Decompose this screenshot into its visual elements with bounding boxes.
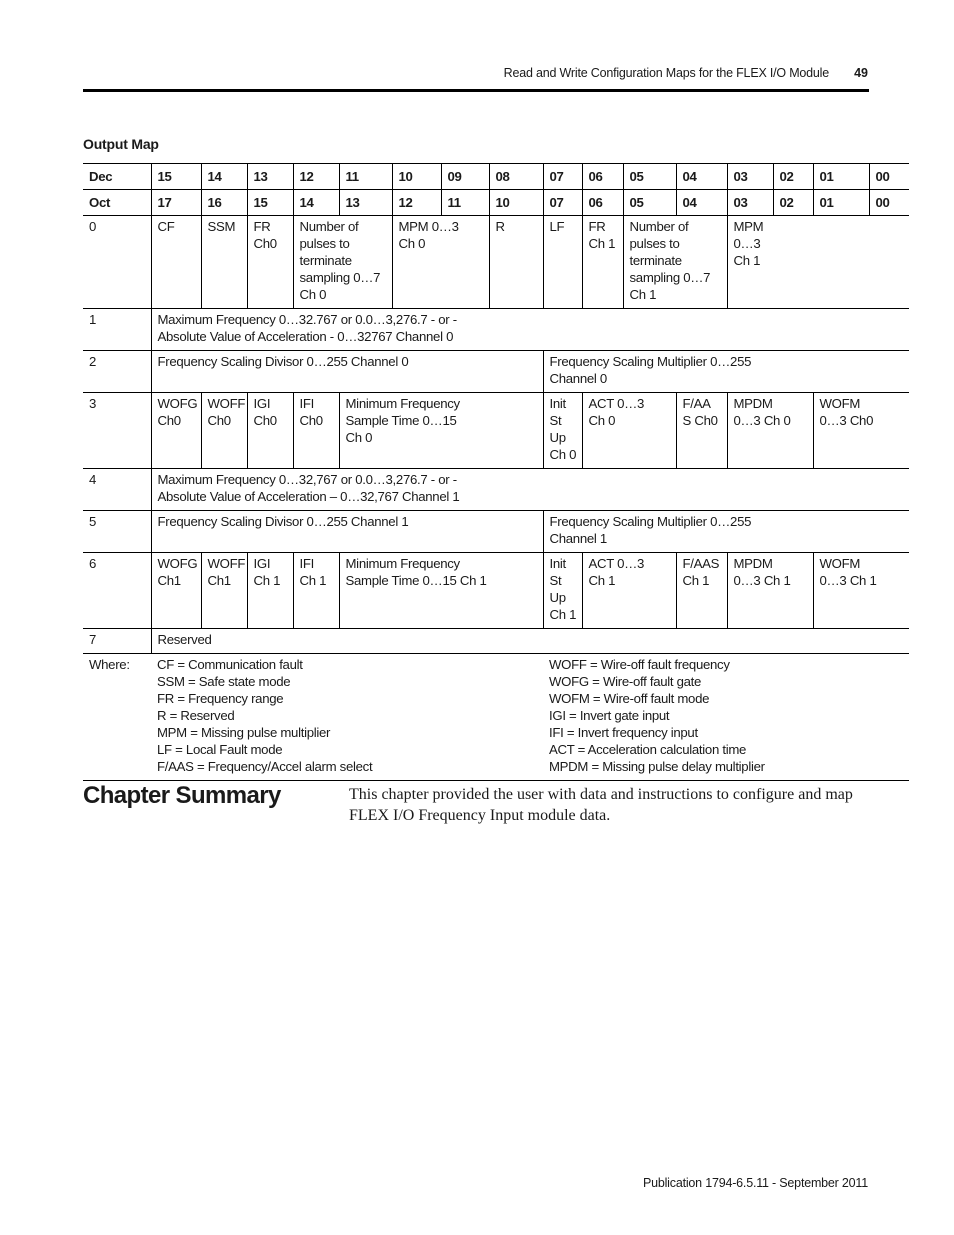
oct-bit-header: 13 <box>339 190 392 216</box>
bit-field-cell: Init St Up Ch 0 <box>543 393 582 469</box>
bit-field-cell: MPM 0…3 Ch 0 <box>392 216 489 309</box>
bit-field-cell: IGI Ch 1 <box>247 553 293 629</box>
bit-field-cell: Maximum Frequency 0…32,767 or 0.0…3,276.7 - or - Absolute Value of Acceleration – 0…32,767 Channel 1 <box>151 469 909 511</box>
page-number: 49 <box>854 66 868 80</box>
legend-label: Where: <box>83 654 151 781</box>
dec-bit-header: 14 <box>201 164 247 190</box>
dec-bit-header: 13 <box>247 164 293 190</box>
bit-field-cell: Frequency Scaling Divisor 0…255 Channel 0 <box>151 351 543 393</box>
bit-field-cell: Maximum Frequency 0…32.767 or 0.0…3,276.7 - or - Absolute Value of Acceleration - 0…32767 Channel 0 <box>151 309 909 351</box>
oct-bit-header: 12 <box>392 190 441 216</box>
oct-label: Oct <box>83 190 151 216</box>
dec-bit-header: 01 <box>813 164 869 190</box>
dec-bit-header: 15 <box>151 164 201 190</box>
oct-bit-header: 00 <box>869 190 909 216</box>
oct-bit-header: 04 <box>676 190 727 216</box>
bit-field-cell: F/AAS Ch 1 <box>676 553 727 629</box>
dec-bit-header: 10 <box>392 164 441 190</box>
oct-bit-header: 03 <box>727 190 773 216</box>
word-label: 1 <box>83 309 151 351</box>
dec-label: Dec <box>83 164 151 190</box>
output-map-title: Output Map <box>83 136 159 152</box>
bit-field-cell: Reserved <box>151 629 909 654</box>
word-row <box>83 309 909 351</box>
bit-field-cell: Init St Up Ch 1 <box>543 553 582 629</box>
word-label: 6 <box>83 553 151 629</box>
dec-bit-header: 02 <box>773 164 813 190</box>
dec-bit-header: 03 <box>727 164 773 190</box>
bit-field-cell: IGI Ch0 <box>247 393 293 469</box>
oct-bit-header: 17 <box>151 190 201 216</box>
bit-field-cell: Number of pulses to terminate sampling 0…7 Ch 0 <box>293 216 392 309</box>
bit-field-cell: LF <box>543 216 582 309</box>
oct-bit-header: 14 <box>293 190 339 216</box>
oct-bit-header: 15 <box>247 190 293 216</box>
dec-bit-header: 11 <box>339 164 392 190</box>
oct-bit-header: 05 <box>623 190 676 216</box>
output-map-table <box>83 163 909 781</box>
legend-right-list: WOFF = Wire-off fault frequency WOFG = Wire-off fault gate WOFM = Wire-off fault mode IGI = Invert gate input IFI = Invert frequency input ACT = Acceleration calculation time MPDM = Missing pulse delay multiplier <box>543 654 909 781</box>
bit-field-cell: ACT 0…3 Ch 1 <box>582 553 676 629</box>
bit-field-cell: WOFG Ch1 <box>151 553 201 629</box>
dec-bit-header: 00 <box>869 164 909 190</box>
word-row <box>83 351 909 393</box>
bit-field-cell: FR Ch0 <box>247 216 293 309</box>
dec-bit-header: 12 <box>293 164 339 190</box>
chapter-summary-heading: Chapter Summary <box>83 782 281 809</box>
word-row <box>83 553 909 629</box>
running-header-title: Read and Write Configuration Maps for the FLEX I/O Module <box>503 66 829 80</box>
dec-header-row <box>83 164 909 190</box>
bit-field-cell: Frequency Scaling Multiplier 0…255 Channel 0 <box>543 351 909 393</box>
word-label: 0 <box>83 216 151 309</box>
dec-bit-header: 05 <box>623 164 676 190</box>
oct-bit-header: 11 <box>441 190 489 216</box>
bit-field-cell: WOFF Ch1 <box>201 553 247 629</box>
bit-field-cell: Frequency Scaling Divisor 0…255 Channel 1 <box>151 511 543 553</box>
word-row <box>83 216 909 309</box>
oct-header-row <box>83 190 909 216</box>
oct-bit-header: 02 <box>773 190 813 216</box>
oct-bit-header: 01 <box>813 190 869 216</box>
bit-field-cell: IFI Ch 1 <box>293 553 339 629</box>
dec-bit-header: 08 <box>489 164 543 190</box>
header-rule <box>83 89 869 92</box>
bit-field-cell: IFI Ch0 <box>293 393 339 469</box>
word-label: 2 <box>83 351 151 393</box>
legend-left-list: CF = Communication fault SSM = Safe state mode FR = Frequency range R = Reserved MPM = Missing pulse multiplier LF = Local Fault mode F/AAS = Frequency/Accel alarm select <box>151 654 543 781</box>
bit-field-cell: Minimum Frequency Sample Time 0…15 Ch 1 <box>339 553 543 629</box>
bit-field-cell: FR Ch 1 <box>582 216 623 309</box>
bit-field-cell: WOFF Ch0 <box>201 393 247 469</box>
word-row <box>83 393 909 469</box>
dec-bit-header: 04 <box>676 164 727 190</box>
dec-bit-header: 07 <box>543 164 582 190</box>
dec-bit-header: 06 <box>582 164 623 190</box>
bit-field-cell: SSM <box>201 216 247 309</box>
bit-field-cell: R <box>489 216 543 309</box>
bit-field-cell: ACT 0…3 Ch 0 <box>582 393 676 469</box>
word-row <box>83 629 909 654</box>
word-row <box>83 469 909 511</box>
word-label: 5 <box>83 511 151 553</box>
oct-bit-header: 07 <box>543 190 582 216</box>
bit-field-cell: CF <box>151 216 201 309</box>
bit-field-cell: Minimum Frequency Sample Time 0…15 Ch 0 <box>339 393 543 469</box>
oct-bit-header: 16 <box>201 190 247 216</box>
bit-field-cell: Frequency Scaling Multiplier 0…255 Channel 1 <box>543 511 909 553</box>
bit-field-cell: MPDM 0…3 Ch 1 <box>727 553 813 629</box>
word-label: 7 <box>83 629 151 654</box>
oct-bit-header: 06 <box>582 190 623 216</box>
word-row <box>83 511 909 553</box>
bit-field-cell: Number of pulses to terminate sampling 0…7 Ch 1 <box>623 216 727 309</box>
bit-field-cell: WOFG Ch0 <box>151 393 201 469</box>
legend-row <box>83 654 909 781</box>
dec-bit-header: 09 <box>441 164 489 190</box>
bit-field-cell: MPDM 0…3 Ch 0 <box>727 393 813 469</box>
bit-field-cell: WOFM 0…3 Ch 1 <box>813 553 909 629</box>
bit-field-cell: MPM 0…3 Ch 1 <box>727 216 813 309</box>
word-label: 3 <box>83 393 151 469</box>
chapter-summary-body: This chapter provided the user with data and instructions to configure and map FLEX I/O Frequency Input module data. <box>349 786 853 824</box>
word-label: 4 <box>83 469 151 511</box>
oct-bit-header: 10 <box>489 190 543 216</box>
bit-field-cell: F/AA S Ch0 <box>676 393 727 469</box>
bit-field-cell: WOFM 0…3 Ch0 <box>813 393 909 469</box>
publication-footer: Publication 1794-6.5.11 - September 2011 <box>642 1176 868 1190</box>
